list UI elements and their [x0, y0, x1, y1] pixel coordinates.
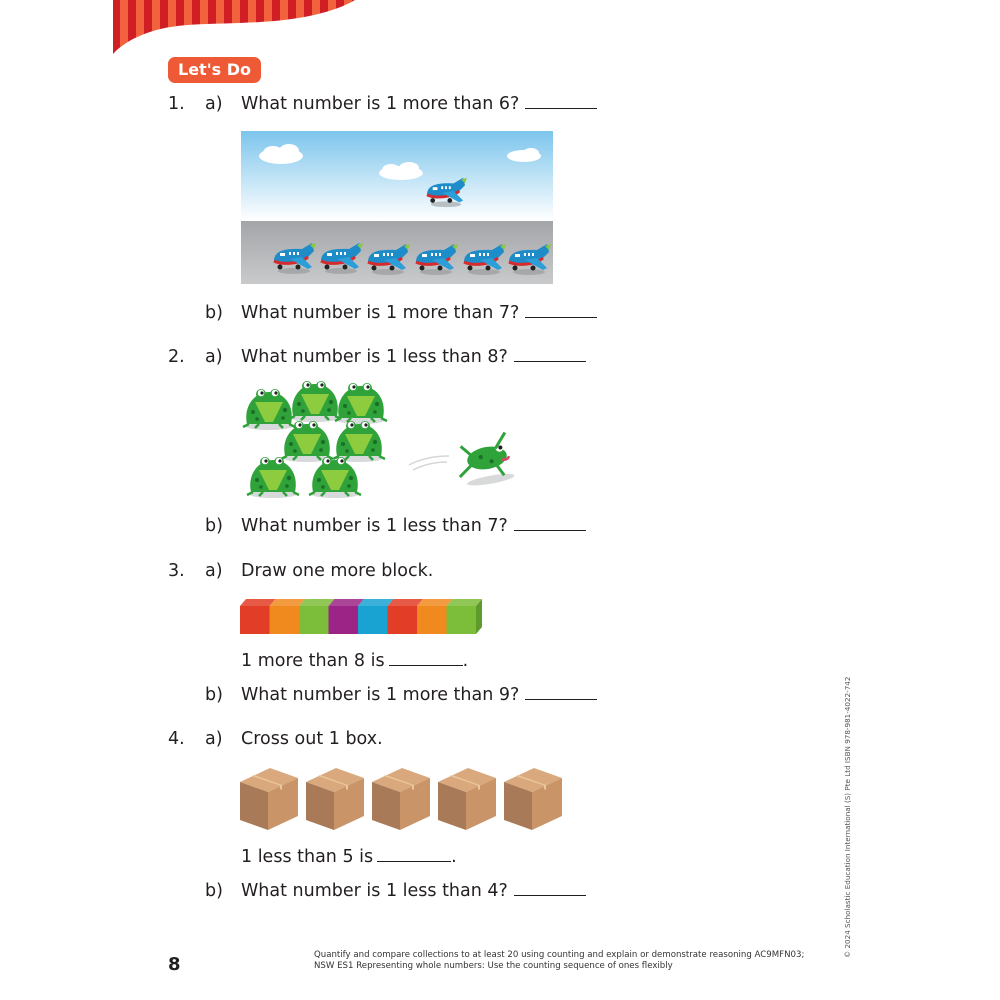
answer-blank[interactable]	[525, 303, 597, 318]
footnote-line-1: Quantify and compare collections to at least 20 using counting and explain or demonstrate reasoning AC9MFN03;	[314, 950, 805, 960]
period: .	[451, 847, 457, 867]
question-text: What number is 1 more than 9?	[241, 685, 520, 705]
answer-blank[interactable]	[525, 685, 597, 700]
block	[329, 606, 359, 634]
airplanes-image	[241, 131, 553, 284]
question-text: What number is 1 more than 6?	[241, 94, 520, 114]
question-text: What number is 1 more than 7?	[241, 303, 520, 323]
lets-do-badge: Let's Do	[168, 57, 261, 83]
block	[240, 606, 270, 634]
answer-blank[interactable]	[389, 651, 463, 666]
fill-text: 1 less than 5 is	[241, 847, 374, 867]
part-label: a)	[205, 347, 223, 367]
frogs-image	[237, 380, 527, 505]
curtain-banner	[0, 0, 1000, 60]
question-number: 4.	[168, 729, 185, 749]
block	[417, 606, 447, 634]
fill-text: 1 more than 8 is	[241, 651, 385, 671]
question-text: What number is 1 less than 4?	[241, 881, 508, 901]
block	[358, 606, 388, 634]
question-number: 1.	[168, 94, 185, 114]
question-text: Cross out 1 box.	[241, 729, 383, 749]
copyright-notice: © 2024 Scholastic Education International (S) Pte Ltd ISBN 978-981-4022-742	[843, 676, 852, 958]
part-label: a)	[205, 729, 223, 749]
answer-blank[interactable]	[377, 847, 451, 862]
question-text: What number is 1 less than 8?	[241, 347, 508, 367]
answer-blank[interactable]	[514, 516, 586, 531]
question-text: Draw one more block.	[241, 561, 434, 581]
block	[270, 606, 300, 634]
part-label: a)	[205, 94, 223, 114]
period: .	[462, 651, 469, 671]
answer-blank[interactable]	[525, 94, 597, 109]
block	[388, 606, 418, 634]
part-label: b)	[205, 685, 223, 705]
answer-blank[interactable]	[514, 347, 586, 362]
page-number: 8	[168, 954, 181, 975]
curriculum-footnote	[314, 950, 804, 972]
part-label: b)	[205, 881, 223, 901]
block	[447, 606, 477, 634]
part-label: b)	[205, 516, 223, 536]
question-number: 3.	[168, 561, 185, 581]
question-text: What number is 1 less than 7?	[241, 516, 508, 536]
part-label: b)	[205, 303, 223, 323]
question-number: 2.	[168, 347, 185, 367]
footnote-line-2: NSW ES1 Representing whole numbers: Use the counting sequence of ones flexibly	[314, 961, 673, 971]
answer-blank[interactable]	[514, 881, 586, 896]
part-label: a)	[205, 561, 223, 581]
boxes-image	[240, 766, 565, 834]
block	[299, 606, 329, 634]
blocks-image	[240, 596, 482, 636]
